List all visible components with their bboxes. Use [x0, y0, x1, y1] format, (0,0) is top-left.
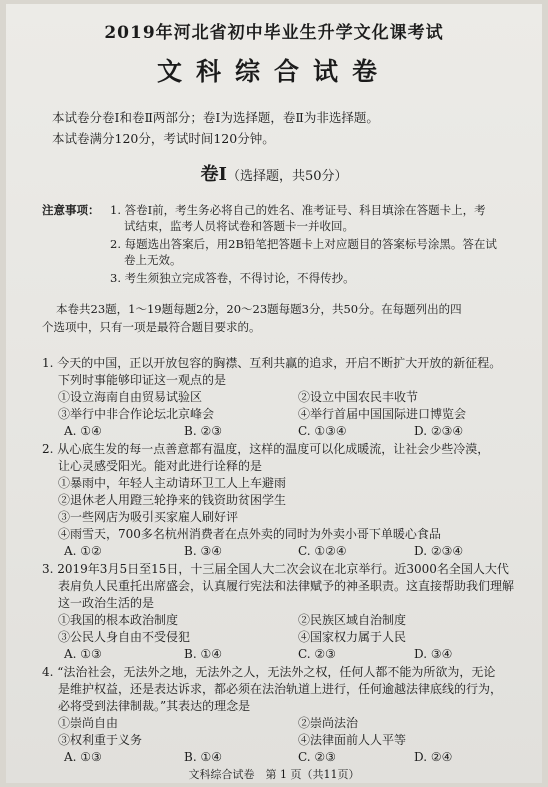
page-footer: 文科综合试卷 第 1 页（共11页） [188, 768, 360, 781]
answer-choice: B. ①④ [184, 647, 222, 661]
question-stem: 是维护权益，还是表达诉求，都必须在法治轨道上进行，任何逾越法律底线的行为， [58, 682, 503, 696]
question-statement: ②崇尚法治 [298, 716, 359, 730]
question-statement: ①我国的根本政治制度 [58, 613, 179, 627]
answer-choice: D. ②④ [414, 750, 453, 764]
answer-choice: D. ②③④ [414, 544, 464, 558]
question-statement: ②设立中国农民丰收节 [298, 390, 419, 404]
answer-choice: B. ③④ [184, 544, 222, 558]
question-statement: ①暴雨中，年轻人主动请环卫工人上车避雨 [58, 476, 287, 490]
notice-label: 注意事项： [42, 203, 100, 217]
answer-choice: C. ②③ [298, 750, 336, 764]
question-statement: ③公民人身自由不受侵犯 [58, 630, 191, 644]
question-statement: ③一些网店为吸引买家雇人刷好评 [58, 510, 239, 524]
question-stem: 4. “法治社会，无法外之地，无法外之人，无法外之权，任何人都不能为所欲为，无论 [42, 665, 496, 679]
question-statement: ④雨雪天，700多名杭州消费者在点外卖的同时为外卖小哥下单暖心食品 [58, 527, 441, 541]
question-stem: 这一政治生活的是 [58, 596, 155, 610]
answer-choice: C. ①②④ [298, 544, 347, 558]
answer-choice: C. ①③④ [298, 424, 347, 438]
exam-title: 2019年河北省初中毕业生升学文化课考试 [104, 23, 444, 43]
intro-line: 本试卷满分120分，考试时间120分钟。 [52, 131, 275, 146]
answer-choice: B. ①④ [184, 750, 222, 764]
question-statement: ①设立海南自由贸易试验区 [58, 390, 203, 404]
section-note: （选择题，共50分） [226, 169, 348, 184]
intro-line: 本试卷分卷Ⅰ和卷Ⅱ两部分；卷Ⅰ为选择题，卷Ⅱ为非选择题。 [52, 110, 379, 125]
exam-page [6, 4, 542, 783]
instructions-line: 个选项中，只有一项是最符合题目要求的。 [42, 320, 261, 334]
section-name: 卷Ⅰ [200, 164, 227, 185]
question-statement: ④法律面前人人平等 [298, 733, 407, 747]
answer-choice: B. ②③ [184, 424, 222, 438]
question-stem: 1. 今天的中国，正以开放包容的胸襟、互利共赢的追求，开启不断扩大开放的新征程。 [42, 356, 502, 370]
question-statement: ③权利重于义务 [58, 733, 143, 747]
notice-item: 1. 答卷Ⅰ前，考生务必将自己的姓名、准考证号、科目填涂在答题卡上，考 [110, 203, 486, 217]
question-statement: ②退休老人用蹬三轮挣来的钱资助贫困学生 [58, 493, 287, 507]
question-stem: 3. 2019年3月5日至15日，十三届全国人大二次会议在北京举行。近3000名全国人大代 [42, 562, 509, 576]
answer-choice: A. ①② [64, 544, 102, 558]
answer-choice: A. ①③ [64, 647, 102, 661]
question-stem: 2. 从心底生发的每一点善意都有温度，这样的温度可以化成暖流，让社会少些冷漠， [42, 442, 490, 456]
question-stem: 让心灵感受阳光。能对此进行诠释的是 [58, 459, 263, 473]
question-statement: ④举行首届中国国际进口博览会 [298, 407, 467, 421]
notice-item: 试结束，监考人员将试卷和答题卡一并收回。 [124, 219, 354, 233]
answer-choice: C. ②③ [298, 647, 336, 661]
instructions-line: 本卷共23题，1～19题每题2分，20～23题每题3分，共50分。在每题列出的四 [56, 302, 462, 316]
answer-choice: A. ①③ [64, 750, 102, 764]
answer-choice: A. ①④ [64, 424, 102, 438]
question-statement: ①崇尚自由 [58, 716, 119, 730]
question-statement: ③举行中非合作论坛北京峰会 [58, 407, 215, 421]
question-statement: ④国家权力属于人民 [298, 630, 407, 644]
question-stem: 表肩负人民重托出席盛会，认真履行宪法和法律赋予的神圣职责。这直接帮助我们理解 [58, 579, 515, 593]
notice-item: 2. 每题选出答案后，用2B铅笔把答题卡上对应题目的答案标号涂黑。答在试 [110, 237, 497, 251]
paper-title: 文科综合试卷 [156, 57, 391, 86]
question-stem: 必将受到法律制裁。”其表达的理念是 [58, 699, 251, 713]
answer-choice: D. ②③④ [414, 424, 464, 438]
question-statement: ②民族区域自治制度 [298, 613, 407, 627]
answer-choice: D. ③④ [414, 647, 453, 661]
section-heading [6, 164, 542, 185]
question-stem: 下列时事能够印证这一观点的是 [58, 373, 227, 387]
notice-item: 3. 考生须独立完成答卷，不得讨论，不得传抄。 [110, 271, 355, 285]
notice-item: 卷上无效。 [124, 253, 182, 267]
